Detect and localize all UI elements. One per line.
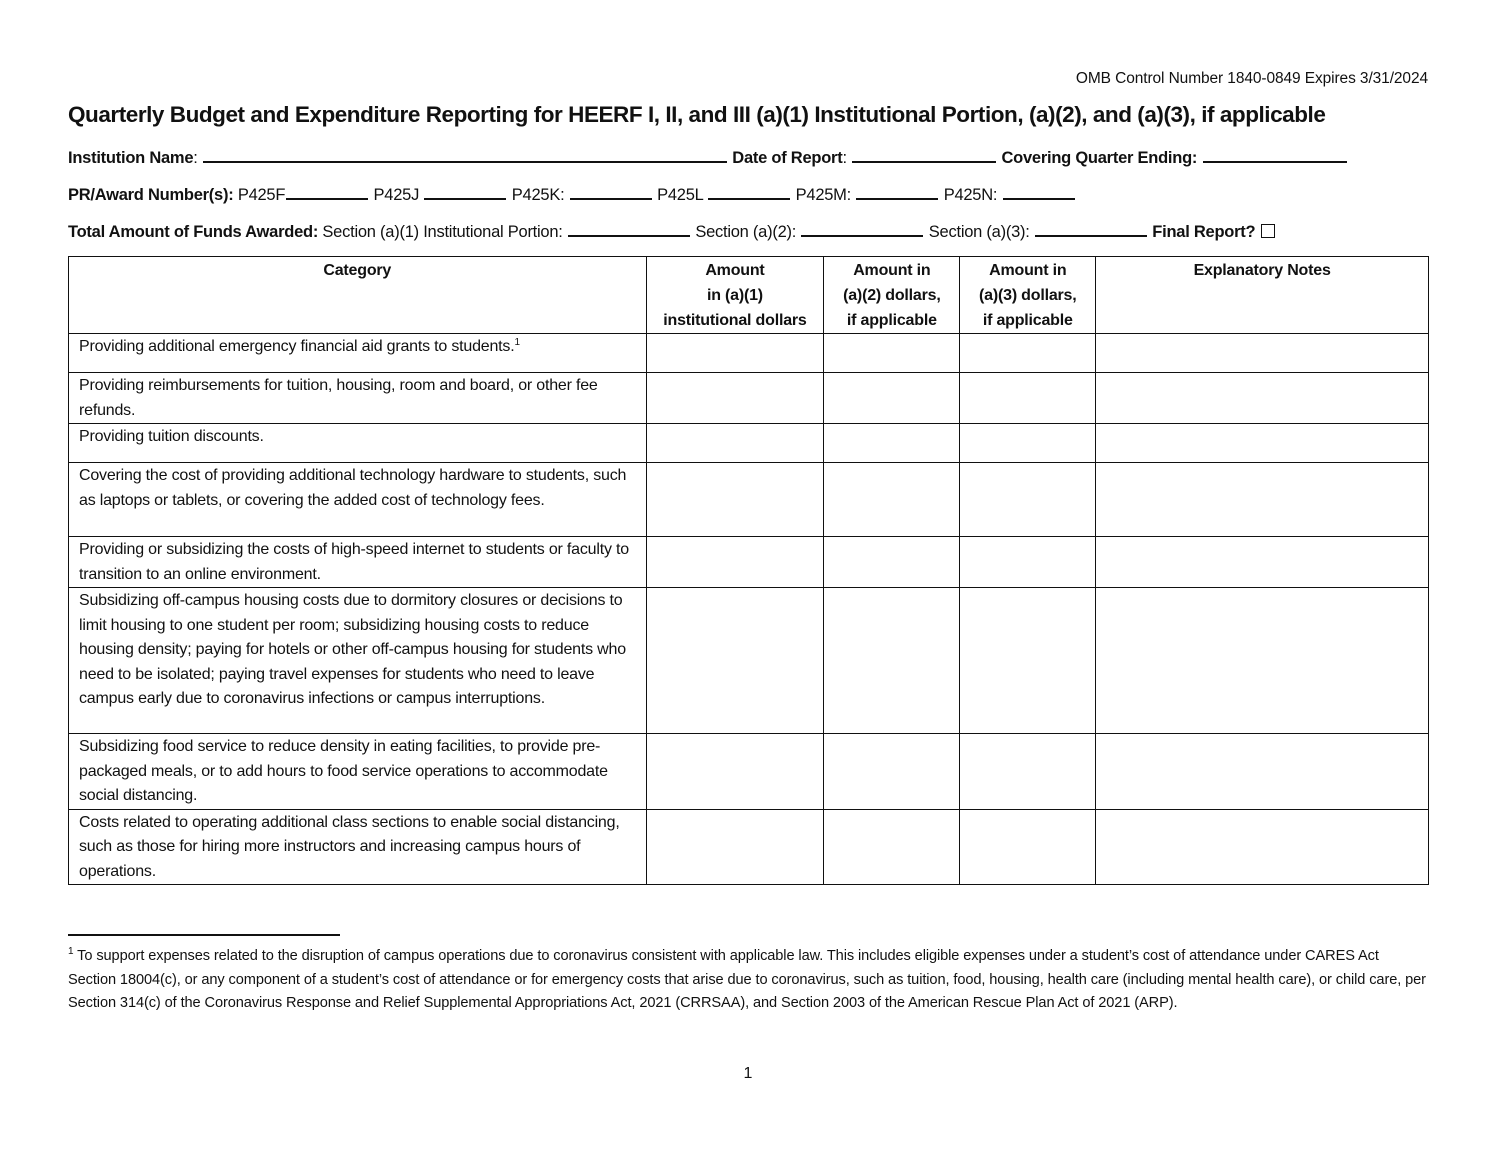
notes-cell[interactable] (1096, 734, 1429, 810)
final-report-label: Final Report? (1152, 223, 1256, 241)
category-cell: Providing or subsidizing the costs of high-speed internet to students or faculty to transition to an online environment. (69, 537, 647, 588)
a1-amount-cell[interactable] (646, 424, 824, 463)
category-cell: Subsidizing food service to reduce density in eating facilities, to provide pre-packaged meals, or to add hours to food service operations to accommodate social distancing. (69, 734, 647, 810)
form-title: Quarterly Budget and Expenditure Reporting for HEERF I, II, and III (a)(1) Institutional Portion, (a)(2), and (a)(3), if applicable (68, 102, 1326, 127)
institution-name-field[interactable] (203, 146, 727, 163)
category-cell: Providing reimbursements for tuition, housing, room and board, or other fee refunds. (69, 373, 647, 424)
a2-amount-cell[interactable] (824, 537, 960, 588)
category-cell: Providing tuition discounts. (69, 424, 647, 463)
section-a3-label: Section (a)(3): (928, 223, 1030, 241)
table-row (69, 463, 1429, 537)
notes-cell[interactable] (1096, 537, 1429, 588)
award-p425f-prefix: P425F (237, 186, 286, 204)
a3-amount-cell[interactable] (960, 334, 1096, 373)
table-row (69, 809, 1429, 885)
award-p425m-prefix: P425M: (795, 186, 852, 204)
notes-cell[interactable] (1096, 334, 1429, 373)
a3-amount-cell[interactable] (960, 424, 1096, 463)
table-row (69, 373, 1429, 424)
section-a2-field[interactable] (801, 220, 923, 237)
notes-cell[interactable] (1096, 424, 1429, 463)
award-p425n-prefix: P425N: (943, 186, 998, 204)
section-a1-field[interactable] (568, 220, 690, 237)
table-row (69, 537, 1429, 588)
page-number: 1 (743, 1065, 753, 1082)
notes-cell[interactable] (1096, 373, 1429, 424)
a3-amount-cell[interactable] (960, 373, 1096, 424)
award-p425f-field[interactable] (286, 183, 368, 200)
header-category: Category (69, 257, 647, 334)
category-cell: Covering the cost of providing additional technology hardware to students, such as laptops or tablets, or covering the added cost of technology fees. (69, 463, 647, 537)
header-a3-amount: Amount in (a)(3) dollars, if applicable (960, 257, 1096, 334)
a2-amount-cell[interactable] (824, 463, 960, 537)
category-cell: Costs related to operating additional class sections to enable social distancing, such as those for hiring more instructors and increasing campus hours of operations. (69, 809, 647, 885)
table-row (69, 588, 1429, 734)
a1-amount-cell[interactable] (646, 334, 824, 373)
table-row (69, 734, 1429, 810)
a1-amount-cell[interactable] (646, 809, 824, 885)
section-a1-label: Section (a)(1) Institutional Portion: (322, 223, 563, 241)
header-explanatory-notes: Explanatory Notes (1096, 257, 1429, 334)
award-p425k-field[interactable] (570, 183, 652, 200)
notes-cell[interactable] (1096, 588, 1429, 734)
a1-amount-cell[interactable] (646, 463, 824, 537)
omb-control-number: OMB Control Number 1840-0849 Expires 3/31/2024 (1075, 70, 1428, 87)
category-cell: Providing additional emergency financial aid grants to students.$^1$ (69, 334, 647, 373)
a1-amount-cell[interactable] (646, 373, 824, 424)
a2-amount-cell[interactable] (824, 373, 960, 424)
a3-amount-cell[interactable] (960, 463, 1096, 537)
award-p425n-field[interactable] (1003, 183, 1075, 200)
award-p425j-field[interactable] (424, 183, 506, 200)
table-row (69, 424, 1429, 463)
award-numbers-line (68, 183, 1076, 205)
header-a2-amount: Amount in (a)(2) dollars, if applicable (824, 257, 960, 334)
section-a3-field[interactable] (1035, 220, 1147, 237)
category-cell: Subsidizing off-campus housing costs due to dormitory closures or decisions to limit housing to one student per room; subsidizing housing costs to reduce housing density; paying for hotels or other off-campus housing for students who need to be isolated; paying travel expenses for students who need to leave campus early due to coronavirus infections or campus interruptions. (69, 588, 647, 734)
notes-cell[interactable] (1096, 809, 1429, 885)
a2-amount-cell[interactable] (824, 809, 960, 885)
a2-amount-cell[interactable] (824, 588, 960, 734)
award-p425l-prefix: P425L (657, 186, 703, 204)
institution-name-label: Institution Name (68, 149, 194, 167)
footnote-divider (68, 934, 340, 936)
covering-quarter-field[interactable] (1203, 146, 1347, 163)
total-funds-label: Total Amount of Funds Awarded: (68, 223, 319, 241)
a1-amount-cell[interactable] (646, 537, 824, 588)
a2-amount-cell[interactable] (824, 334, 960, 373)
total-funds-line (68, 220, 1275, 242)
award-p425m-field[interactable] (856, 183, 938, 200)
a3-amount-cell[interactable] (960, 537, 1096, 588)
footnote-text: To support expenses related to the disruption of campus operations due to coronavirus consistent with applicable law. This includes eligible expenses under a student’s cost of attendance under CARES Act Section 18004(c), or any component of a student’s cost of attendance or for emergency costs that arise due to coronavirus, such as tuition, food, housing, health care (including mental health care), or child care, per Section 314(c) of the Coronavirus Response and Relief Supplemental Appropriations Act, 2021 (CRRSAA), and Section 2003 of the American Rescue Plan Act of 2021 (ARP). (68, 948, 1426, 1011)
table-header-row (69, 257, 1429, 334)
award-p425k-prefix: P425K: (511, 186, 565, 204)
date-of-report-field[interactable] (852, 146, 996, 163)
a3-amount-cell[interactable] (960, 809, 1096, 885)
a1-amount-cell[interactable] (646, 588, 824, 734)
final-report-checkbox[interactable] (1261, 224, 1275, 238)
footnote (68, 945, 1430, 1016)
a2-amount-cell[interactable] (824, 424, 960, 463)
a3-amount-cell[interactable] (960, 734, 1096, 810)
expenditure-table (68, 256, 1429, 885)
a1-amount-cell[interactable] (646, 734, 824, 810)
institution-info-line: Institution Name: Date of Report: Covering Quarter Ending: (68, 146, 1348, 168)
footnote-ref[interactable]: 1 (514, 337, 520, 348)
award-p425j-prefix: P425J (373, 186, 420, 204)
header-a1-amount: Amount in (a)(1) institutional dollars (646, 257, 824, 334)
footnote-marker: 1 (68, 946, 74, 957)
award-p425l-field[interactable] (708, 183, 790, 200)
a3-amount-cell[interactable] (960, 588, 1096, 734)
notes-cell[interactable] (1096, 463, 1429, 537)
covering-quarter-label: Covering Quarter Ending: (1001, 149, 1198, 167)
section-a2-label: Section (a)(2): (695, 223, 797, 241)
colon: : (193, 149, 202, 167)
date-of-report-label: Date of Report (732, 149, 843, 167)
a2-amount-cell[interactable] (824, 734, 960, 810)
award-numbers-label: PR/Award Number(s): (68, 186, 234, 204)
table-row (69, 334, 1429, 373)
